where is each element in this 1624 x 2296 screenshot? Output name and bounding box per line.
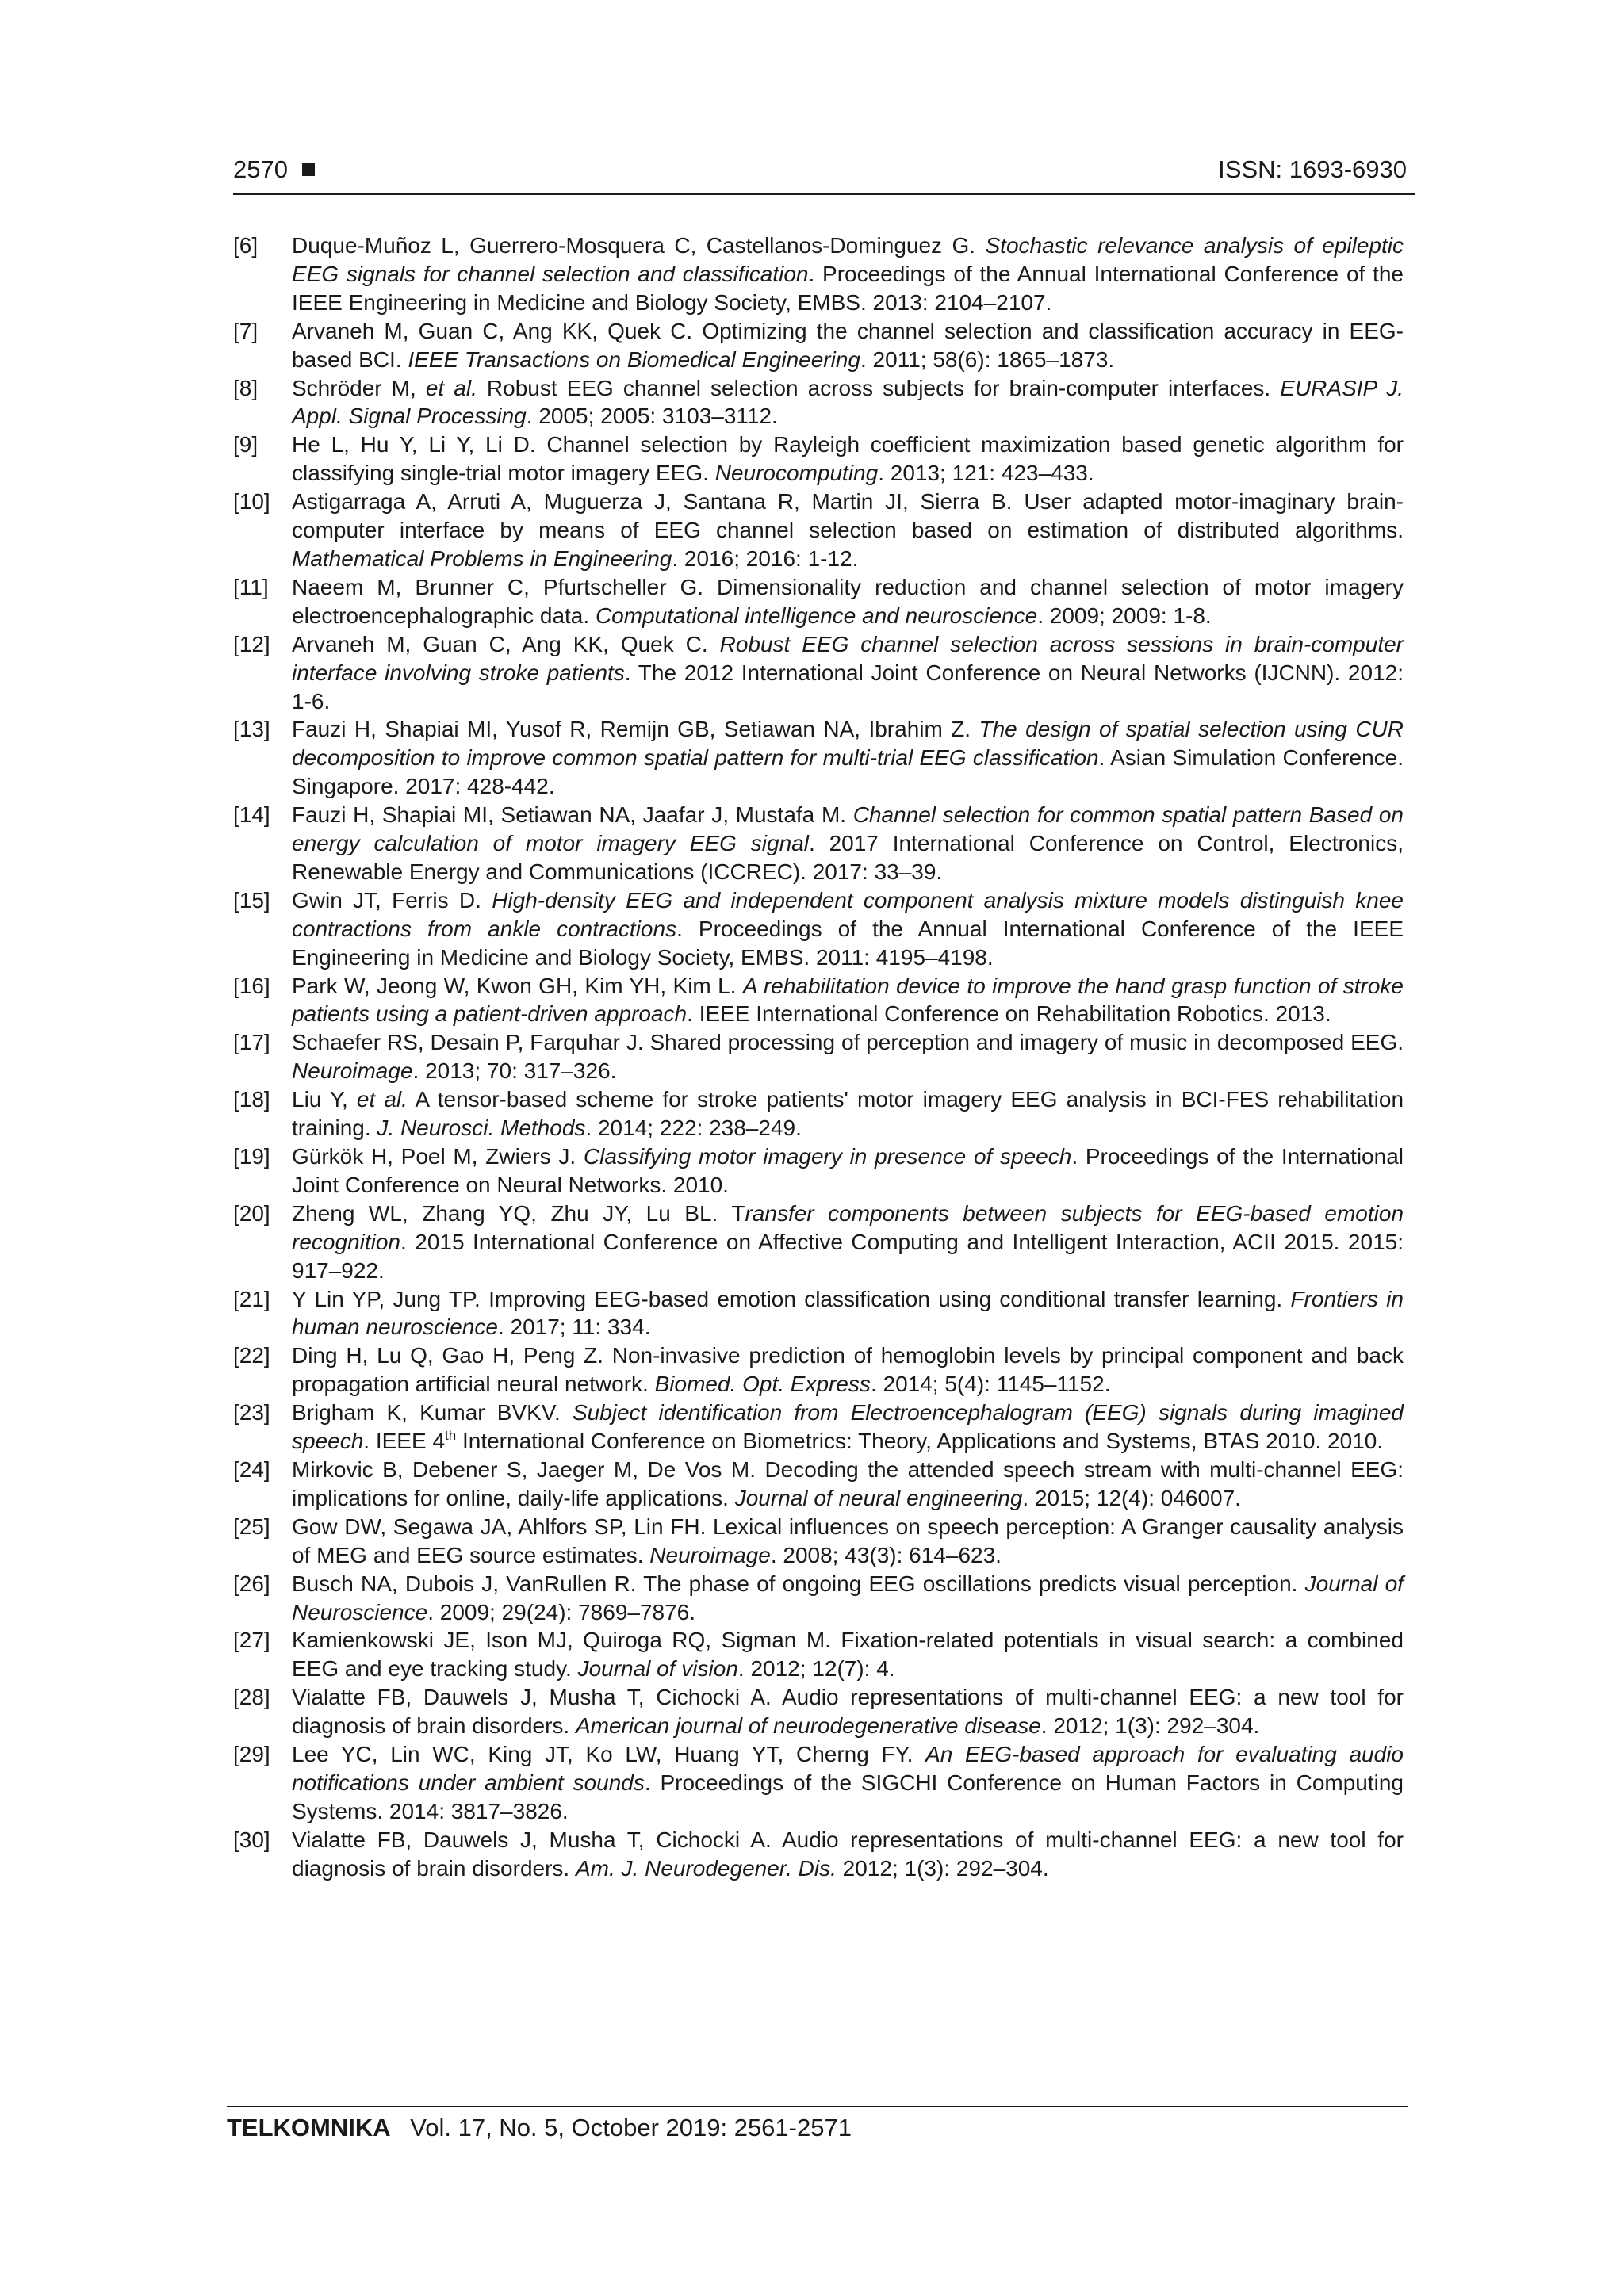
reference-text bbox=[292, 1740, 1404, 1826]
reference-part: . Proceedings of the SIGCHI Conference on Human Factors in Computing Systems. 2014: 3817–3826. bbox=[292, 1770, 1404, 1823]
reference-italic-part: Computational intelligence and neuroscience bbox=[595, 603, 1038, 628]
reference-italic-part: Channel selection for common spatial pattern Based on energy calculation of motor imagery EEG signal bbox=[292, 802, 1404, 856]
reference-part: Fauzi H, Shapiai MI, Setiawan NA, Jaafar J, Mustafa M. bbox=[292, 802, 853, 828]
reference-number: [22] bbox=[233, 1343, 270, 1368]
reference-part: . 2009; 29(24): 7869–7876. bbox=[427, 1599, 696, 1624]
reference-number: [26] bbox=[233, 1571, 270, 1596]
reference-part: . The 2012 International Joint Conference on Neural Networks (IJCNN). 2012: 1-6. bbox=[292, 660, 1404, 714]
reference-part: Gwin JT, Ferris D. bbox=[292, 887, 492, 913]
reference-part: Park W, Jeong W, Kwon GH, Kim YH, Kim L. bbox=[292, 973, 743, 998]
reference-item bbox=[233, 1341, 1404, 1399]
square-bullet-icon bbox=[302, 163, 315, 176]
reference-part: . 2016; 2016: 1-12. bbox=[672, 545, 859, 571]
reference-italic-part: Journal of vision bbox=[577, 1656, 738, 1682]
reference-superscript: th bbox=[445, 1428, 457, 1444]
reference-italic-part: Neuroimage bbox=[649, 1542, 771, 1567]
reference-part: Brigham K, Kumar BVKV. bbox=[292, 1400, 573, 1425]
reference-part: . 2009; 2009: 1-8. bbox=[1037, 603, 1212, 628]
reference-number: [11] bbox=[233, 574, 269, 599]
reference-part: Ding H, Lu Q, Gao H, Peng Z. Non-invasive prediction of hemoglobin levels by principal component and back propagation artificial neural network. bbox=[292, 1343, 1404, 1397]
reference-part: Liu Y, bbox=[292, 1087, 357, 1112]
reference-number: [12] bbox=[233, 631, 270, 656]
reference-item bbox=[233, 1513, 1404, 1570]
reference-number: [16] bbox=[233, 973, 270, 998]
reference-part: . 2011; 58(6): 1865–1873. bbox=[860, 346, 1115, 372]
reference-text bbox=[292, 232, 1404, 317]
reference-part: Y Lin YP, Jung TP. Improving EEG-based emotion classification using conditional transfer learning. bbox=[292, 1286, 1291, 1311]
reference-item bbox=[233, 1626, 1404, 1683]
reference-italic-part: Journal of Neuroscience bbox=[292, 1571, 1404, 1624]
reference-part: . 2014; 222: 238–249. bbox=[585, 1115, 802, 1141]
reference-text bbox=[292, 715, 1404, 801]
reference-part: Zheng WL, Zhang YQ, Zhu JY, Lu BL. T bbox=[292, 1200, 745, 1226]
reference-part: Naeem M, Brunner C, Pfurtscheller G. Dimensionality reduction and channel selection of motor imagery electroencephalographic data. bbox=[292, 574, 1404, 628]
reference-part: Schaefer RS, Desain P, Farquhar J. Shared processing of perception and imagery of music in decomposed EEG. bbox=[292, 1030, 1404, 1055]
reference-part: Robust EEG channel selection across subjects for brain-computer interfaces. bbox=[477, 375, 1281, 400]
reference-item bbox=[233, 886, 1404, 972]
reference-text bbox=[292, 801, 1404, 886]
reference-part: Astigarraga A, Arruti A, Muguerza J, Santana R, Martin JI, Sierra B. User adapted motor-imaginary brain-computer interface by means of EEG channel selection based on estimation of distributed algorithms. bbox=[292, 489, 1404, 543]
reference-number: [18] bbox=[233, 1087, 270, 1112]
reference-italic-part: Mathematical Problems in Engineering bbox=[292, 545, 672, 571]
page-header bbox=[233, 155, 1415, 195]
reference-part: . Proceedings of the International Joint Conference on Neural Networks. 2010. bbox=[292, 1144, 1404, 1197]
reference-text bbox=[292, 1285, 1404, 1342]
reference-part: . IEEE International Conference on Rehabilitation Robotics. 2013. bbox=[687, 1001, 1331, 1027]
reference-text bbox=[292, 1513, 1404, 1570]
reference-part: . 2015 International Conference on Affective Computing and Intelligent Interaction, ACII 2015. 2015: 917–922. bbox=[292, 1229, 1404, 1283]
reference-part: . Proceedings of the Annual International Conference of the IEEE Engineering in Medicine and Biology Society, EMBS. 2011: 4195–4198. bbox=[292, 916, 1404, 970]
reference-part: International Conference on Biometrics: Theory, Applications and Systems, BTAS 2010. 2010. bbox=[456, 1429, 1384, 1454]
reference-text bbox=[292, 1399, 1404, 1456]
reference-text bbox=[292, 1456, 1404, 1513]
reference-text bbox=[292, 317, 1404, 374]
reference-number: [29] bbox=[233, 1742, 270, 1767]
reference-part: Vialatte FB, Dauwels J, Musha T, Cichocki A. Audio representations of multi-channel EEG: a new tool for diagnosis of brain disorders. bbox=[292, 1827, 1404, 1881]
reference-number: [24] bbox=[233, 1456, 270, 1482]
reference-italic-part: et al. bbox=[356, 1087, 408, 1112]
reference-italic-part: IEEE Transactions on Biomedical Engineering bbox=[408, 346, 860, 372]
reference-italic-part: Stochastic relevance analysis of epileptic EEG signals for channel selection and classification bbox=[292, 233, 1404, 286]
reference-italic-part: Biomed. Opt. Express bbox=[654, 1372, 871, 1397]
reference-text bbox=[292, 1085, 1404, 1142]
reference-number: [15] bbox=[233, 887, 270, 913]
reference-part: Busch NA, Dubois J, VanRullen R. The phase of ongoing EEG oscillations predicts visual perception. bbox=[292, 1571, 1305, 1596]
reference-italic-part: American journal of neurodegenerative disease bbox=[575, 1713, 1041, 1739]
reference-text bbox=[292, 573, 1404, 630]
reference-text bbox=[292, 972, 1404, 1029]
reference-part: . 2013; 121: 423–433. bbox=[878, 461, 1094, 486]
reference-number: [27] bbox=[233, 1628, 270, 1653]
reference-item bbox=[233, 1826, 1404, 1883]
reference-number: [17] bbox=[233, 1030, 270, 1055]
reference-italic-part: High-density EEG and independent component analysis mixture models distinguish knee contractions from ankle contractions bbox=[292, 887, 1404, 941]
reference-italic-part: Subject identification from Electroencephalogram (EEG) signals during imagined speech bbox=[292, 1400, 1404, 1454]
reference-part: . 2017 International Conference on Control, Electronics, Renewable Energy and Communications (ICCREC). 2017: 33–39. bbox=[292, 831, 1404, 884]
reference-part: Lee YC, Lin WC, King JT, Ko LW, Huang YT, Cherng FY. bbox=[292, 1742, 926, 1767]
reference-item bbox=[233, 1285, 1404, 1342]
page-footer bbox=[227, 2106, 1408, 2142]
reference-item bbox=[233, 801, 1404, 886]
reference-part: . 2005; 2005: 3103–3112. bbox=[526, 404, 778, 429]
reference-italic-part: Classifying motor imagery in presence of speech bbox=[583, 1144, 1072, 1169]
reference-item bbox=[233, 430, 1404, 488]
reference-italic-part: The design of spatial selection using CUR decomposition to improve common spatial pattern for multi-trial EEG classification bbox=[292, 717, 1404, 771]
reference-item bbox=[233, 1570, 1404, 1627]
page-number: 2570 bbox=[233, 155, 288, 183]
reference-text bbox=[292, 374, 1404, 431]
reference-part: Kamienkowski JE, Ison MJ, Quiroga RQ, Sigman M. Fixation-related potentials in visual search: a combined EEG and eye tracking study. bbox=[292, 1628, 1404, 1682]
reference-number: [30] bbox=[233, 1827, 270, 1852]
reference-text bbox=[292, 1028, 1404, 1085]
reference-item bbox=[233, 232, 1404, 317]
reference-italic-part: A rehabilitation device to improve the hand grasp function of stroke patients using a patient-driven approach bbox=[292, 973, 1404, 1027]
reference-part: . Proceedings of the Annual International Conference of the IEEE Engineering in Medicine and Biology Society, EMBS. 2013: 2104–2107. bbox=[292, 261, 1404, 315]
reference-part: . 2015; 12(4): 046007. bbox=[1022, 1485, 1241, 1510]
reference-item bbox=[233, 1740, 1404, 1826]
reference-item bbox=[233, 488, 1404, 573]
reference-number: [10] bbox=[233, 489, 270, 515]
reference-text bbox=[292, 1142, 1404, 1200]
reference-italic-part: ransfer components between subjects for EEG-based emotion recognition bbox=[292, 1200, 1404, 1254]
reference-italic-part: EURASIP J. Appl. Signal Processing bbox=[292, 375, 1404, 429]
reference-number: [13] bbox=[233, 717, 270, 742]
reference-text bbox=[292, 1683, 1404, 1740]
reference-item bbox=[233, 573, 1404, 630]
page-number-group bbox=[233, 155, 315, 184]
reference-italic-part: et al. bbox=[425, 375, 477, 400]
reference-item bbox=[233, 1200, 1404, 1285]
reference-part: A tensor-based scheme for stroke patients' motor imagery EEG analysis in BCI-FES rehabilitation training. bbox=[292, 1087, 1404, 1141]
reference-text bbox=[292, 1200, 1404, 1285]
reference-item bbox=[233, 1399, 1404, 1456]
reference-item bbox=[233, 1085, 1404, 1142]
reference-part: . 2014; 5(4): 1145–1152. bbox=[870, 1372, 1111, 1397]
reference-text bbox=[292, 1570, 1404, 1627]
reference-number: [23] bbox=[233, 1400, 270, 1425]
reference-part: . Asian Simulation Conference. Singapore. 2017: 428-442. bbox=[292, 745, 1404, 799]
journal-name: TELKOMNIKA bbox=[227, 2114, 391, 2141]
reference-text bbox=[292, 1626, 1404, 1683]
reference-part: Mirkovic B, Debener S, Jaeger M, De Vos M. Decoding the attended speech stream with multi-channel EEG: implications for online, daily-life applications. bbox=[292, 1456, 1404, 1510]
reference-number: [28] bbox=[233, 1685, 270, 1710]
reference-part: Arvaneh M, Guan C, Ang KK, Quek C. Optimizing the channel selection and classification accuracy in EEG-based BCI. bbox=[292, 318, 1404, 372]
reference-text bbox=[292, 430, 1404, 488]
reference-part: . 2017; 11: 334. bbox=[497, 1314, 651, 1340]
reference-item bbox=[233, 1142, 1404, 1200]
reference-part: . 2012; 12(7): 4. bbox=[737, 1656, 895, 1682]
reference-item bbox=[233, 630, 1404, 716]
reference-part: . 2012; 1(3): 292–304. bbox=[1040, 1713, 1260, 1739]
reference-number: [21] bbox=[233, 1286, 270, 1311]
reference-part: 2012; 1(3): 292–304. bbox=[836, 1855, 1049, 1881]
reference-part: Duque-Muñoz L, Guerrero-Mosquera C, Castellanos-Dominguez G. bbox=[292, 233, 986, 258]
reference-part: Schröder M, bbox=[292, 375, 426, 400]
reference-item bbox=[233, 374, 1404, 431]
reference-text bbox=[292, 1826, 1404, 1883]
reference-italic-part: J. Neurosci. Methods bbox=[377, 1115, 586, 1141]
reference-part: Arvaneh M, Guan C, Ang KK, Quek C. bbox=[292, 631, 720, 656]
reference-item bbox=[233, 972, 1404, 1029]
reference-italic-part: Am. J. Neurodegener. Dis. bbox=[575, 1855, 837, 1881]
reference-number: [14] bbox=[233, 802, 270, 828]
reference-number: [7] bbox=[233, 318, 259, 343]
reference-number: [8] bbox=[233, 375, 259, 400]
issn: ISSN: 1693-6930 bbox=[1218, 155, 1407, 183]
reference-part: . 2013; 70: 317–326. bbox=[412, 1058, 617, 1084]
reference-text bbox=[292, 630, 1404, 716]
reference-text bbox=[292, 488, 1404, 573]
reference-list bbox=[233, 232, 1404, 1883]
reference-part: . IEEE 4 bbox=[363, 1429, 446, 1454]
reference-number: [6] bbox=[233, 233, 259, 258]
issue-citation: Vol. 17, No. 5, October 2019: 2561-2571 bbox=[410, 2114, 852, 2141]
reference-item bbox=[233, 715, 1404, 801]
reference-italic-part: Neurocomputing bbox=[714, 461, 879, 486]
reference-part: Gow DW, Segawa JA, Ahlfors SP, Lin FH. Lexical influences on speech perception: A Granger causality analysis of MEG and EEG source estimates. bbox=[292, 1513, 1404, 1567]
reference-italic-part: Neuroimage bbox=[292, 1058, 413, 1084]
reference-number: [9] bbox=[233, 432, 259, 457]
reference-part: Gürkök H, Poel M, Zwiers J. bbox=[292, 1144, 584, 1169]
reference-item bbox=[233, 1683, 1404, 1740]
reference-item bbox=[233, 1028, 1404, 1085]
reference-item bbox=[233, 1456, 1404, 1513]
reference-italic-part: Robust EEG channel selection across sessions in brain-computer interface involving stroke patients bbox=[292, 631, 1404, 685]
reference-part: Fauzi H, Shapiai MI, Yusof R, Remijn GB, Setiawan NA, Ibrahim Z. bbox=[292, 717, 979, 742]
reference-item bbox=[233, 317, 1404, 374]
reference-text bbox=[292, 1341, 1404, 1399]
reference-part: Vialatte FB, Dauwels J, Musha T, Cichocki A. Audio representations of multi-channel EEG: a new tool for diagnosis of brain disorders. bbox=[292, 1685, 1404, 1739]
reference-part: He L, Hu Y, Li Y, Li D. Channel selection by Rayleigh coefficient maximization based genetic algorithm for classifying single-trial motor imagery EEG. bbox=[292, 432, 1404, 486]
reference-text bbox=[292, 886, 1404, 972]
reference-number: [25] bbox=[233, 1513, 270, 1539]
reference-italic-part: Journal of neural engineering bbox=[734, 1485, 1023, 1510]
reference-italic-part: Frontiers in human neuroscience bbox=[292, 1286, 1404, 1340]
reference-number: [19] bbox=[233, 1144, 270, 1169]
reference-number: [20] bbox=[233, 1200, 270, 1226]
reference-part: . 2008; 43(3): 614–623. bbox=[770, 1542, 1002, 1567]
reference-italic-part: An EEG-based approach for evaluating audio notifications under ambient sounds bbox=[292, 1742, 1404, 1795]
